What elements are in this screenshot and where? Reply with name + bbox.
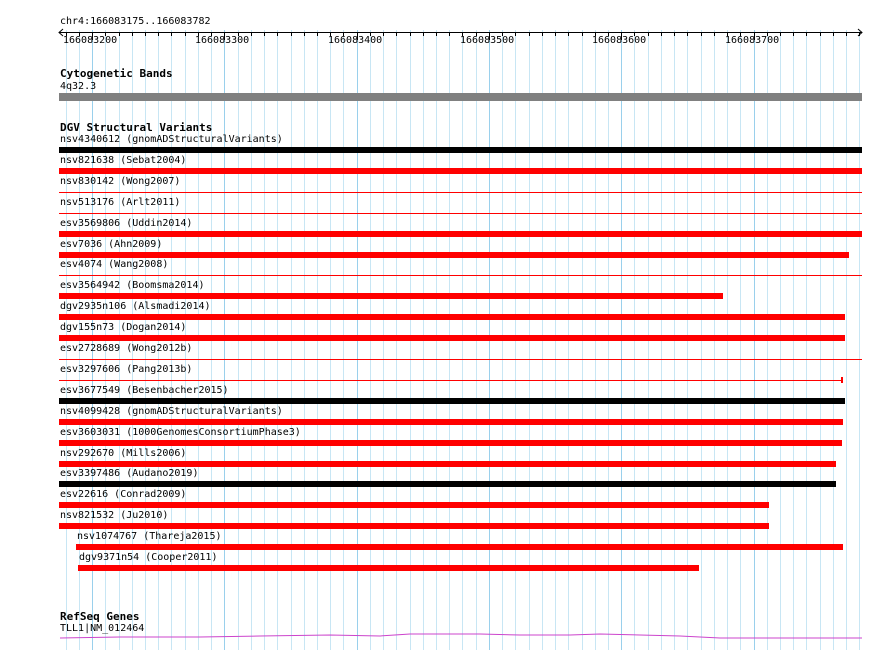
variant-label[interactable]: dgv2935n106 (Alsmadi2014) bbox=[60, 301, 211, 312]
variant-bar[interactable] bbox=[59, 314, 845, 320]
variant-label[interactable]: esv22616 (Conrad2009) bbox=[60, 489, 187, 500]
variant-bar[interactable] bbox=[59, 192, 862, 193]
variant-label[interactable]: esv4074 (Wang2008) bbox=[60, 259, 169, 270]
variant-bar[interactable] bbox=[59, 293, 723, 299]
ruler-tick-label: 166083400 bbox=[328, 35, 383, 46]
variant-label[interactable]: nsv4099428 (gnomADStructuralVariants) bbox=[60, 406, 283, 417]
variant-label[interactable]: nsv292670 (Mills2006) bbox=[60, 448, 187, 459]
variant-label[interactable]: esv3397486 (Audano2019) bbox=[60, 468, 199, 479]
variant-bar[interactable] bbox=[59, 252, 849, 258]
variant-bar[interactable] bbox=[76, 544, 843, 550]
refseq-gene-label[interactable]: TLL1|NM_012464 bbox=[60, 623, 145, 634]
variant-bar[interactable] bbox=[59, 461, 836, 467]
variant-bar[interactable] bbox=[59, 231, 862, 237]
cytoband-label: 4q32.3 bbox=[60, 81, 97, 92]
variant-bar[interactable] bbox=[59, 481, 836, 487]
ruler-tick-label: 166083700 bbox=[725, 35, 780, 46]
ruler-tick-label: 166083200 bbox=[63, 35, 118, 46]
variant-label[interactable]: dgv9371n54 (Cooper2011) bbox=[79, 552, 218, 563]
variant-bar[interactable] bbox=[59, 213, 862, 214]
variant-label[interactable]: esv7036 (Ahn2009) bbox=[60, 239, 163, 250]
variant-bar[interactable] bbox=[59, 275, 862, 276]
refseq-gene-line[interactable] bbox=[0, 630, 890, 642]
variant-label[interactable]: esv2728689 (Wong2012b) bbox=[60, 343, 193, 354]
variant-label[interactable]: esv3569806 (Uddin2014) bbox=[60, 218, 193, 229]
variant-bar[interactable] bbox=[59, 168, 862, 174]
variant-label[interactable]: nsv821638 (Sebat2004) bbox=[60, 155, 187, 166]
ruler-tick-label: 166083600 bbox=[592, 35, 647, 46]
cytoband-track-title: Cytogenetic Bands bbox=[60, 67, 173, 80]
variant-bar[interactable] bbox=[78, 565, 699, 571]
refseq-track-title: RefSeq Genes bbox=[60, 610, 140, 623]
variant-end-marker[interactable] bbox=[841, 377, 843, 383]
variant-bar[interactable] bbox=[59, 335, 845, 341]
variant-bar[interactable] bbox=[59, 398, 845, 404]
variant-label[interactable]: nsv513176 (Arlt2011) bbox=[60, 197, 181, 208]
variant-label[interactable]: dgv155n73 (Dogan2014) bbox=[60, 322, 187, 333]
variant-bar[interactable] bbox=[59, 380, 843, 381]
variant-bar[interactable] bbox=[59, 147, 862, 153]
variant-label[interactable]: nsv1074767 (Thareja2015) bbox=[77, 531, 222, 542]
variant-label[interactable]: esv3564942 (Boomsma2014) bbox=[60, 280, 205, 291]
variant-label[interactable]: nsv830142 (Wong2007) bbox=[60, 176, 181, 187]
dgv-track-title: DGV Structural Variants bbox=[60, 121, 213, 134]
variant-bar[interactable] bbox=[59, 523, 769, 529]
variant-bar[interactable] bbox=[59, 419, 843, 425]
ruler-tick-label: 166083500 bbox=[460, 35, 515, 46]
cytoband-bar[interactable] bbox=[59, 93, 862, 101]
variant-label[interactable]: nsv821532 (Ju2010) bbox=[60, 510, 169, 521]
variant-label[interactable]: esv3297606 (Pang2013b) bbox=[60, 364, 193, 375]
variant-bar[interactable] bbox=[59, 440, 842, 446]
variant-label[interactable]: nsv4340612 (gnomADStructuralVariants) bbox=[60, 134, 283, 145]
variant-bar[interactable] bbox=[59, 502, 769, 508]
region-label: chr4:166083175..166083782 bbox=[60, 16, 211, 27]
variant-label[interactable]: esv3677549 (Besenbacher2015) bbox=[60, 385, 229, 396]
variant-label[interactable]: esv3603031 (1000GenomesConsortiumPhase3) bbox=[60, 427, 301, 438]
ruler-tick-label: 166083300 bbox=[195, 35, 250, 46]
variant-bar[interactable] bbox=[59, 359, 862, 360]
